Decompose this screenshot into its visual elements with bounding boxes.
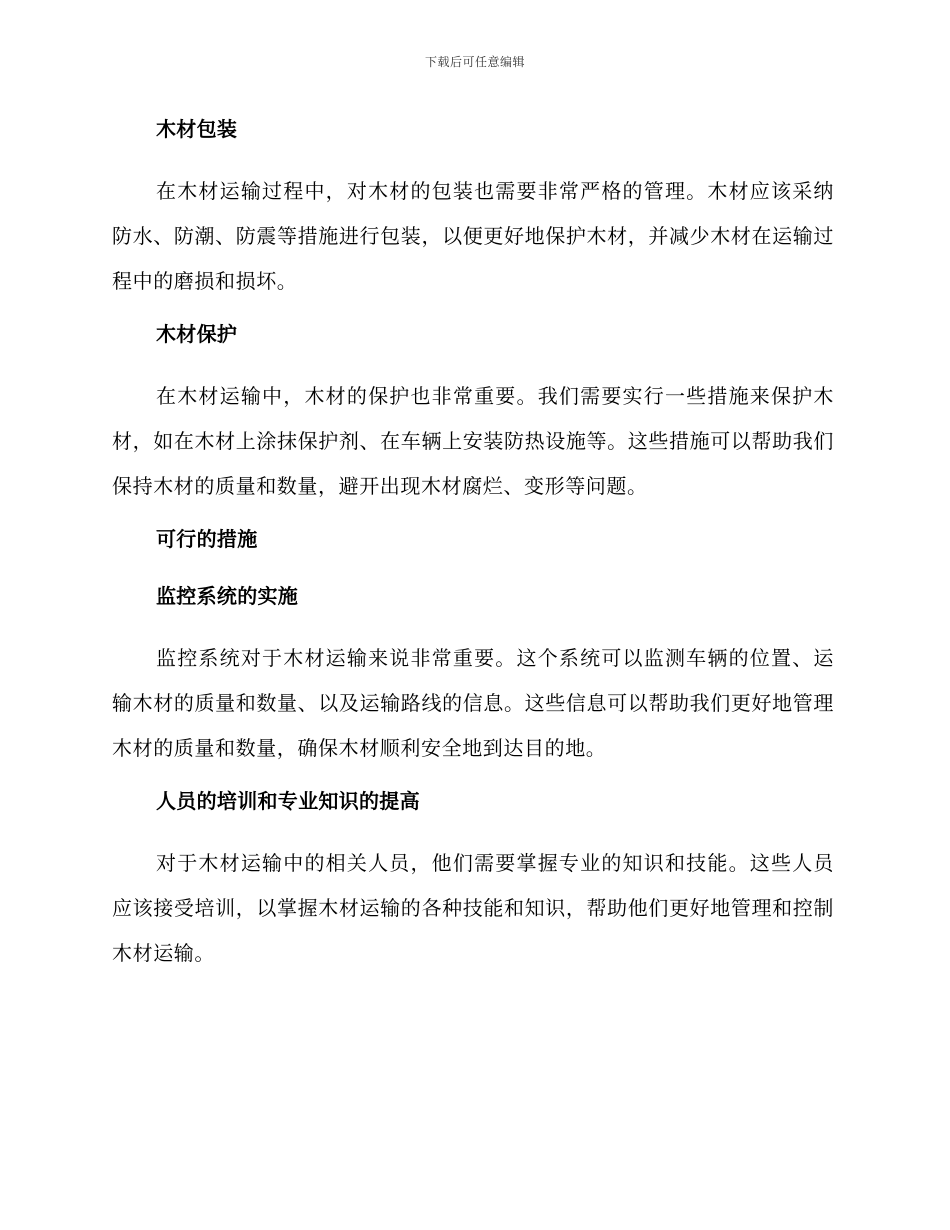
page-header-note: 下载后可任意编辑: [424, 55, 525, 69]
section-heading-staff-training: 人员的培训和专业知识的提高: [156, 789, 420, 813]
section-paragraph-wood-protection: 在木材运输中，木材的保护也非常重要。我们需要实行一些措施来保护木材，如在木材上涂抹保护剂、在车辆上安装防热设施等。这些措施可以帮助我们保持木材的质量和数量，避开出现木材腐烂、变形等问题。: [112, 384, 834, 498]
document-body: [112, 112, 834, 976]
section-paragraph-staff-training: 对于木材运输中的相关人员，他们需要掌握专业的知识和技能。这些人员应该接受培训，以掌握木材运输的各种技能和知识，帮助他们更好地管理和控制木材运输。: [112, 851, 834, 965]
section-heading-wood-protection: 木材保护: [156, 322, 238, 346]
section-heading-wood-packaging: 木材包装: [156, 117, 238, 141]
section-heading-feasible-measures: 可行的措施: [156, 527, 258, 551]
section-paragraph-monitoring-system: 监控系统对于木材运输来说非常重要。这个系统可以监测车辆的位置、运输木材的质量和数量、以及运输路线的信息。这些信息可以帮助我们更好地管理木材的质量和数量，确保木材顺利安全地到达目的地。: [112, 646, 834, 760]
section-paragraph-wood-packaging: 在木材运输过程中，对木材的包装也需要非常严格的管理。木材应该采纳防水、防潮、防震等措施进行包装，以便更好地保护木材，并减少木材在运输过程中的磨损和损坏。: [112, 179, 834, 293]
section-heading-monitoring-system: 监控系统的实施: [156, 584, 299, 608]
